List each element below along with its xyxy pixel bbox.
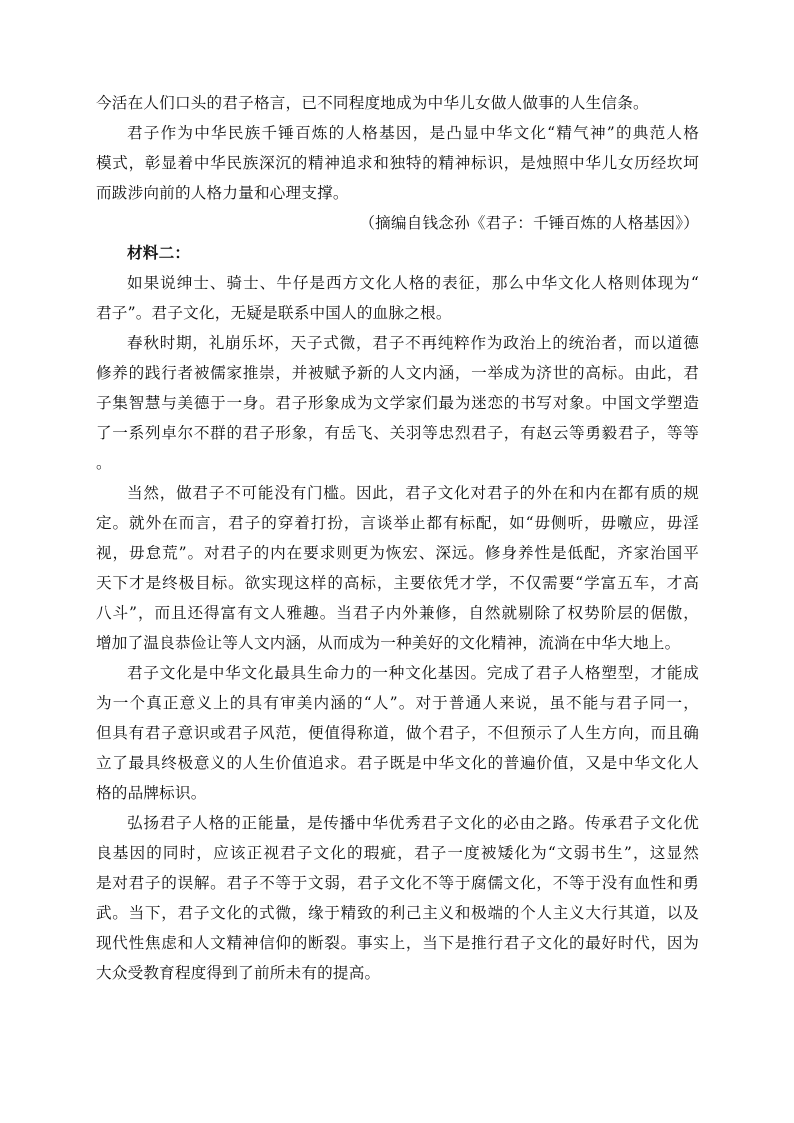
text-line: 君子”。君子文化，无疑是联系中国人的血脉之根。 <box>96 304 452 322</box>
text-line: 了一系列卓尔不群的君子形象，有岳飞、关羽等忠烈君子，有赵云等勇毅君子，等等 <box>96 424 699 442</box>
text-line: 天下才是终极目标。欲实现这样的高标，主要依凭才学，不仅需要“学富五车，才高 <box>96 574 699 592</box>
text-line: 君子作为中华民族千锤百炼的人格基因，是凸显中华文化“精气神”的典范人格 <box>127 124 699 142</box>
text-line: 是对君子的误解。君子不等于文弱，君子文化不等于腐儒文化，不等于没有血性和勇 <box>96 874 699 892</box>
section-heading: 材料二： <box>127 243 191 262</box>
text-line: 春秋时期，礼崩乐坏，天子式微，君子不再纯粹作为政治上的统治者，而以道德 <box>127 334 699 352</box>
text-line: 视，毋怠荒”。对君子的内在要求则更为恢宏、深远。修身养性是低配，齐家治国平 <box>96 544 699 562</box>
document-body <box>96 88 699 988</box>
text-line: 君子文化是中华文化最具生命力的一种文化基因。完成了君子人格塑型，才能成 <box>127 664 699 682</box>
text-line: 良基因的同时，应该正视君子文化的瑕疵，君子一度被矮化为“文弱书生”，这显然 <box>96 844 699 862</box>
text-line: 而跋涉向前的人格力量和心理支撑。 <box>96 184 349 202</box>
text-line: 定。就外在而言，君子的穿着打扮，言谈举止都有标配，如“毋侧听，毋噭应，毋淫 <box>96 514 699 532</box>
text-line: 格的品牌标识。 <box>96 784 207 802</box>
text-line: 八斗”，而且还得富有文人雅趣。当君子内外兼修，自然就剔除了权势阶层的倨傲， <box>96 604 699 622</box>
text-line: 大众受教育程度得到了前所未有的提高。 <box>96 964 381 982</box>
text-line: 为一个真正意义上的具有审美内涵的“人”。对于普通人来说，虽不能与君子同一， <box>96 694 699 712</box>
text-line: 。 <box>96 454 112 472</box>
text-line: 增加了温良恭俭让等人文内涵，从而成为一种美好的文化精神，流淌在中华大地上。 <box>96 634 681 652</box>
text-line: 但具有君子意识或君子风范，便值得称道，做个君子，不但预示了人生方向，而且确 <box>96 724 699 742</box>
text-line: 现代性焦虑和人文精神信仰的断裂。事实上，当下是推行君子文化的最好时代，因为 <box>96 934 699 952</box>
text-line: 修养的践行者被儒家推崇，并被赋予新的人文内涵，一举成为济世的高标。由此，君 <box>96 364 699 382</box>
text-line: 如果说绅士、骑士、牛仔是西方文化人格的表征，那么中华文化人格则体现为“ <box>127 274 699 292</box>
text-line: 今活在人们口头的君子格言，已不同程度地成为中华儿女做人做事的人生信条。 <box>96 94 649 112</box>
text-line: 武。当下，君子文化的式微，缘于精致的利己主义和极端的个人主义大行其道，以及 <box>96 904 699 922</box>
source-citation: （摘编自钱念孙《君子：千锤百炼的人格基因》） <box>359 214 699 232</box>
text-line: 模式，彰显着中华民族深沉的精神追求和独特的精神标识，是烛照中华儿女历经坎坷 <box>96 154 699 172</box>
text-line: 立了最具终极意义的人生价值追求。君子既是中华文化的普遍价值，又是中华文化人 <box>96 754 699 772</box>
text-line: 当然，做君子不可能没有门槛。因此，君子文化对君子的外在和内在都有质的规 <box>127 484 699 502</box>
text-line: 弘扬君子人格的正能量，是传播中华优秀君子文化的必由之路。传承君子文化优 <box>127 814 699 832</box>
text-line: 子集智慧与美德于一身。君子形象成为文学家们最为迷恋的书写对象。中国文学塑造 <box>96 394 699 412</box>
